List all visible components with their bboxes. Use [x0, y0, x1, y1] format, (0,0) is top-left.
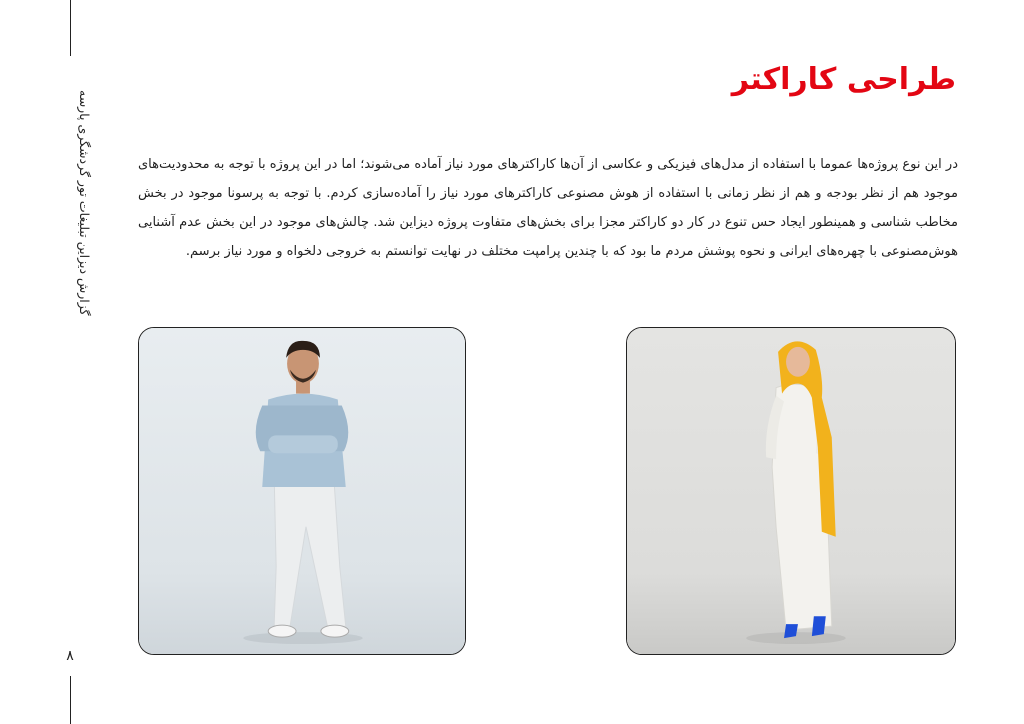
sidebar-divider-top: [70, 0, 71, 56]
page-number: ۸: [66, 648, 74, 664]
body-paragraph: در این نوع پروژه‌ها عموما با استفاده از مدل‌های فیزیکی و عکاسی از آن‌ها کاراکترهای مورد نیاز آماده می‌شوند؛ اما در این پروژه با توجه به محدودیت‌های موجود هم از نظر بودجه و هم از نظر زمانی با استفاده از هوش مصنوعی کاراکترهای مورد نیاز را آماده‌سازی کردم. با توجه به پرسونا موجود در بخش مخاطب شناسی و همینطور ایجاد حس تنوع در کار دو کاراکتر مجزا برای بخش‌های متفاوت پروژه دیزاین شد. چالش‌های موجود در این بخش عدم آشنایی هوش‌مصنوعی با چهره‌های ایرانی و نحوه پوشش مردم ما بود که با چندین پرامپت مختلف در نهایت توانستم به خروجی دلخواه و مورد نیاز برسم.: [138, 157, 958, 259]
man-character-photo: [138, 327, 466, 655]
woman-character-icon: [627, 328, 955, 654]
sidebar-divider-bottom: [70, 676, 71, 724]
sidebar-report-title: گزارش دیزاین تبلیغات تور گردشگری پارسه: [77, 90, 92, 316]
section-heading: طراحی کاراکتر: [731, 62, 956, 97]
man-character-icon: [139, 328, 465, 654]
woman-character-photo: [626, 327, 956, 655]
